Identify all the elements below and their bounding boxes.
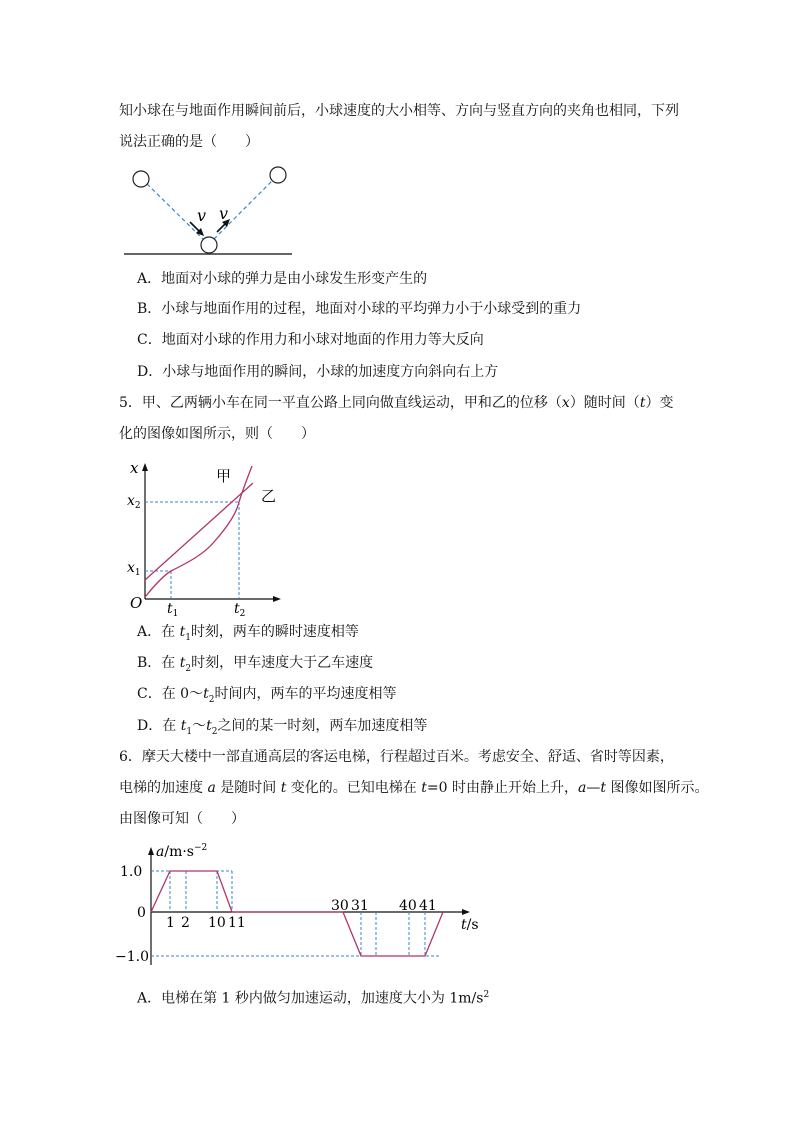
- q4-option-d[interactable]: D．小球与地面作用的瞬间，小球的加速度方向斜向右上方: [137, 364, 499, 380]
- series-yi-line: [145, 483, 253, 580]
- q5-option-c[interactable]: C．在 $0\sim t_2$时间内，两车的平均速度相等: [137, 686, 397, 705]
- q4-option-b[interactable]: B．小球与地面作用的过程，地面对小球的平均弹力小于小球受到的重力: [137, 301, 582, 317]
- legend-jia: 甲: [216, 467, 232, 485]
- velocity-in-label: v: [197, 206, 207, 225]
- axis-label-t: t/s: [461, 917, 479, 933]
- q4-option-c[interactable]: C．地面对小球的作用力和小球对地面的作用力等大反向: [137, 332, 484, 348]
- q5-option-d[interactable]: D．在 $t_1\sim t_2$之间的某一时刻，两车加速度相等: [137, 718, 428, 737]
- axis-label-a: $a/m\cdot s^{-2}$: [156, 843, 208, 860]
- q6-at-chart: [115, 840, 488, 970]
- tick-t-40: 40: [399, 898, 417, 914]
- q5-stem-line1: 5．甲、乙两辆小车在同一平直公路上同向做直线运动，甲和乙的位移（x）随时间（t）变: [119, 395, 674, 411]
- tick-x1: $x_1$: [127, 560, 141, 578]
- tick-t-41: 41: [419, 898, 437, 914]
- ball-start: [133, 171, 149, 187]
- tick-y-pos1: 1.0: [120, 864, 143, 880]
- tick-t-31: 31: [351, 898, 369, 914]
- velocity-out-label: v: [219, 204, 229, 223]
- q5-xt-chart: [124, 458, 284, 618]
- tick-t-1: 1: [166, 915, 175, 931]
- tick-t-30: 30: [331, 898, 349, 914]
- ball-contact: [201, 237, 217, 253]
- legend-yi: 乙: [261, 487, 277, 505]
- q4-stem-line1: 知小球在与地面作用瞬间前后，小球速度的大小相等、方向与竖直方向的夹角也相同，下列: [119, 103, 679, 119]
- tick-t2: $t_2$: [234, 601, 246, 619]
- origin-label: O: [130, 594, 143, 612]
- q5-option-a[interactable]: A．在 $t_1$时刻，两车的瞬时速度相等: [137, 624, 359, 643]
- tick-t-11: 11: [228, 915, 246, 931]
- q6-stem-line1: 6．摩天大楼中一部直通高层的客运电梯，行程超过百米。考虑安全、舒适、省时等因素，: [119, 749, 674, 765]
- q4-option-a[interactable]: A．地面对小球的弹力是由小球发生形变产生的: [137, 271, 428, 287]
- tick-y-neg1: −1.0: [115, 949, 149, 965]
- tick-t-10: 10: [208, 915, 226, 931]
- tick-t-2: 2: [181, 915, 190, 931]
- tick-t1: $t_1$: [167, 601, 179, 619]
- q4-ball-bounce-figure: [118, 160, 303, 260]
- q6-option-a[interactable]: A．电梯在第 1 秒内做匀加速运动，加速度大小为 $1m/s^2$: [137, 990, 490, 1007]
- tick-x2: $x_2$: [127, 493, 141, 511]
- q4-stem-line2: 说法正确的是（ ）: [119, 134, 259, 150]
- ball-end: [270, 167, 286, 183]
- q6-stem-line2: 电梯的加速度 a 是随时间 t 变化的。已知电梯在 t=0 时由静止开始上升，a—t 图像如图所示。: [119, 780, 709, 796]
- tick-y-zero: 0: [137, 905, 146, 921]
- q5-stem-line2: 化的图像如图所示，则（ ）: [119, 426, 315, 442]
- axis-label-x: x: [130, 459, 139, 477]
- q5-option-b[interactable]: B．在 $t_2$时刻，甲车速度大于乙车速度: [137, 655, 374, 674]
- q6-stem-line3: 由图像可知（ ）: [119, 811, 245, 827]
